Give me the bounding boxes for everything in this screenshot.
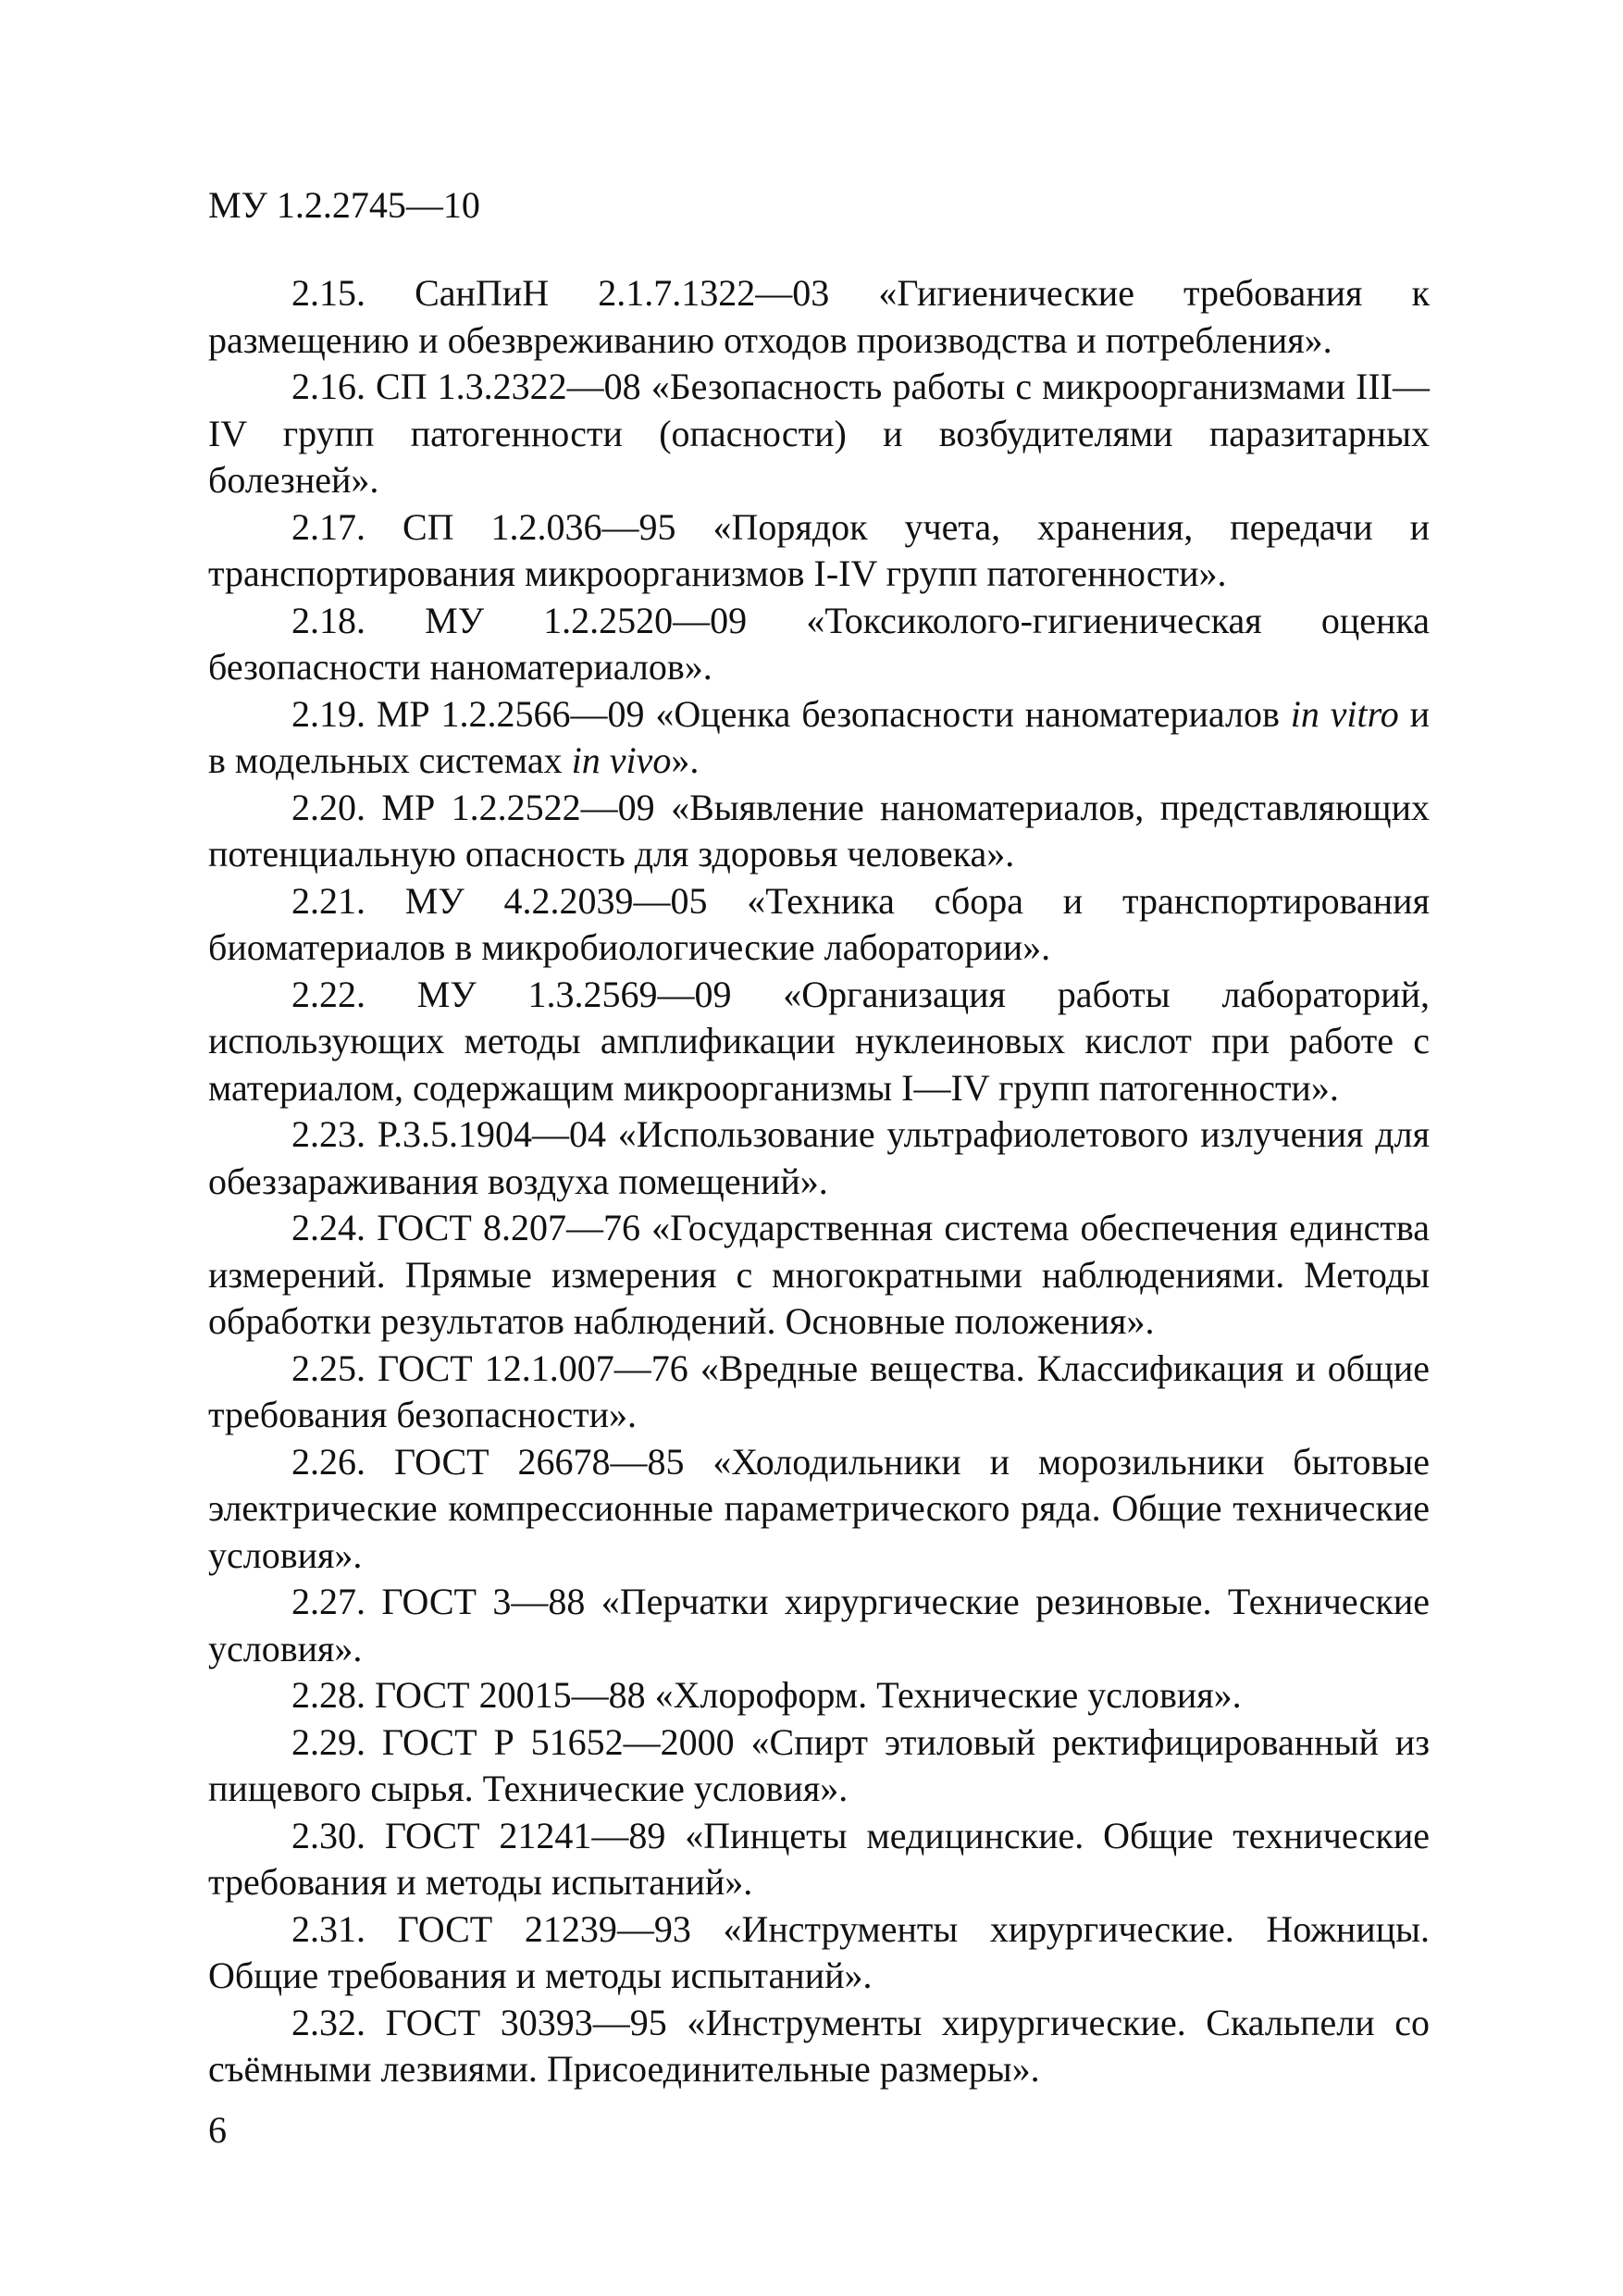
reference-item-2-25: 2.25. ГОСТ 12.1.007—76 «Вредные вещества. Классификация и общие требования безопасности». [208, 1347, 1430, 1435]
reference-item-2-32: 2.32. ГОСТ 30393—95 «Инструменты хирургические. Скальпели со съёмными лезвиями. Присоединительные размеры». [208, 2001, 1430, 2090]
reference-item-2-28: 2.28. ГОСТ 20015—88 «Хлороформ. Технические условия». [291, 1674, 1242, 1716]
reference-item-2-31: 2.31. ГОСТ 21239—93 «Инструменты хирургические. Ножницы. Общие требования и методы испытаний». [208, 1907, 1430, 1996]
reference-item-2-17: 2.17. СП 1.2.036—95 «Порядок учета, хранения, передачи и транспортирования микроорганизмов I-IV групп патогенности». [208, 505, 1430, 594]
reference-item-2-19 [208, 691, 1430, 785]
reference-item-2-27: 2.27. ГОСТ 3—88 «Перчатки хирургические резиновые. Технические условия». [208, 1581, 1430, 1669]
reference-item-2-22: 2.22. МУ 1.3.2569—09 «Организация работы лабораторий, использующих методы амплификации нуклеиновых кислот при работе с материалом, содержащим микроорганизмы I—IV групп патогенности». [208, 973, 1430, 1109]
reference-text-part: и в модельных системах [208, 692, 1430, 781]
reference-item-2-23: 2.23. Р.3.5.1904—04 «Использование ультрафиолетового излучения для обеззараживания воздуха помещений». [208, 1113, 1430, 1202]
reference-item-2-24: 2.24. ГОСТ 8.207—76 «Государственная система обеспечения единства измерений. Прямые измерения с многократными наблюдениями. Методы обработки результатов наблюдений. Основные положения». [208, 1207, 1430, 1342]
page-number: 6 [208, 2109, 227, 2151]
reference-item-2-29: 2.29. ГОСТ Р 51652—2000 «Спирт этиловый ректифицированный из пищевого сырья. Технические условия». [208, 1720, 1430, 1809]
reference-item-2-20: 2.20. МР 1.2.2522—09 «Выявление наноматериалов, представляющих потенциальную опасность для здоровья человека». [208, 786, 1430, 875]
reference-text-part: 2.19. МР 1.2.2566—09 «Оценка безопасности наноматериалов [291, 692, 1291, 735]
reference-item-2-16: 2.16. СП 1.3.2322—08 «Безопасность работы с микроорганизмами III—IV групп патогенности (опасности) и возбудителями паразитарных болезней». [208, 366, 1430, 501]
reference-item-2-15: 2.15. СанПиН 2.1.7.1322—03 «Гигиенические требования к размещению и обезвреживанию отходов производства и потребления». [208, 272, 1430, 361]
reference-text-part: ». [671, 739, 700, 781]
reference-item-2-21: 2.21. МУ 4.2.2039—05 «Техника сбора и транспортирования биоматериалов в микробиологические лаборатории». [208, 879, 1430, 968]
italic-term: in vitro [1290, 692, 1399, 735]
document-code-header: МУ 1.2.2745—10 [208, 184, 480, 226]
reference-item-2-30: 2.30. ГОСТ 21241—89 «Пинцеты медицинские. Общие технические требования и методы испытаний». [208, 1814, 1430, 1903]
italic-term: in vivo [571, 739, 672, 781]
reference-item-2-26: 2.26. ГОСТ 26678—85 «Холодильники и морозильники бытовые электрические компрессионные параметрического ряда. Общие технические условия». [208, 1440, 1430, 1576]
reference-item-2-18: 2.18. МУ 1.2.2520—09 «Токсиколого-гигиеническая оценка безопасности наноматериалов». [208, 599, 1430, 688]
normative-references-list [208, 270, 1430, 2093]
